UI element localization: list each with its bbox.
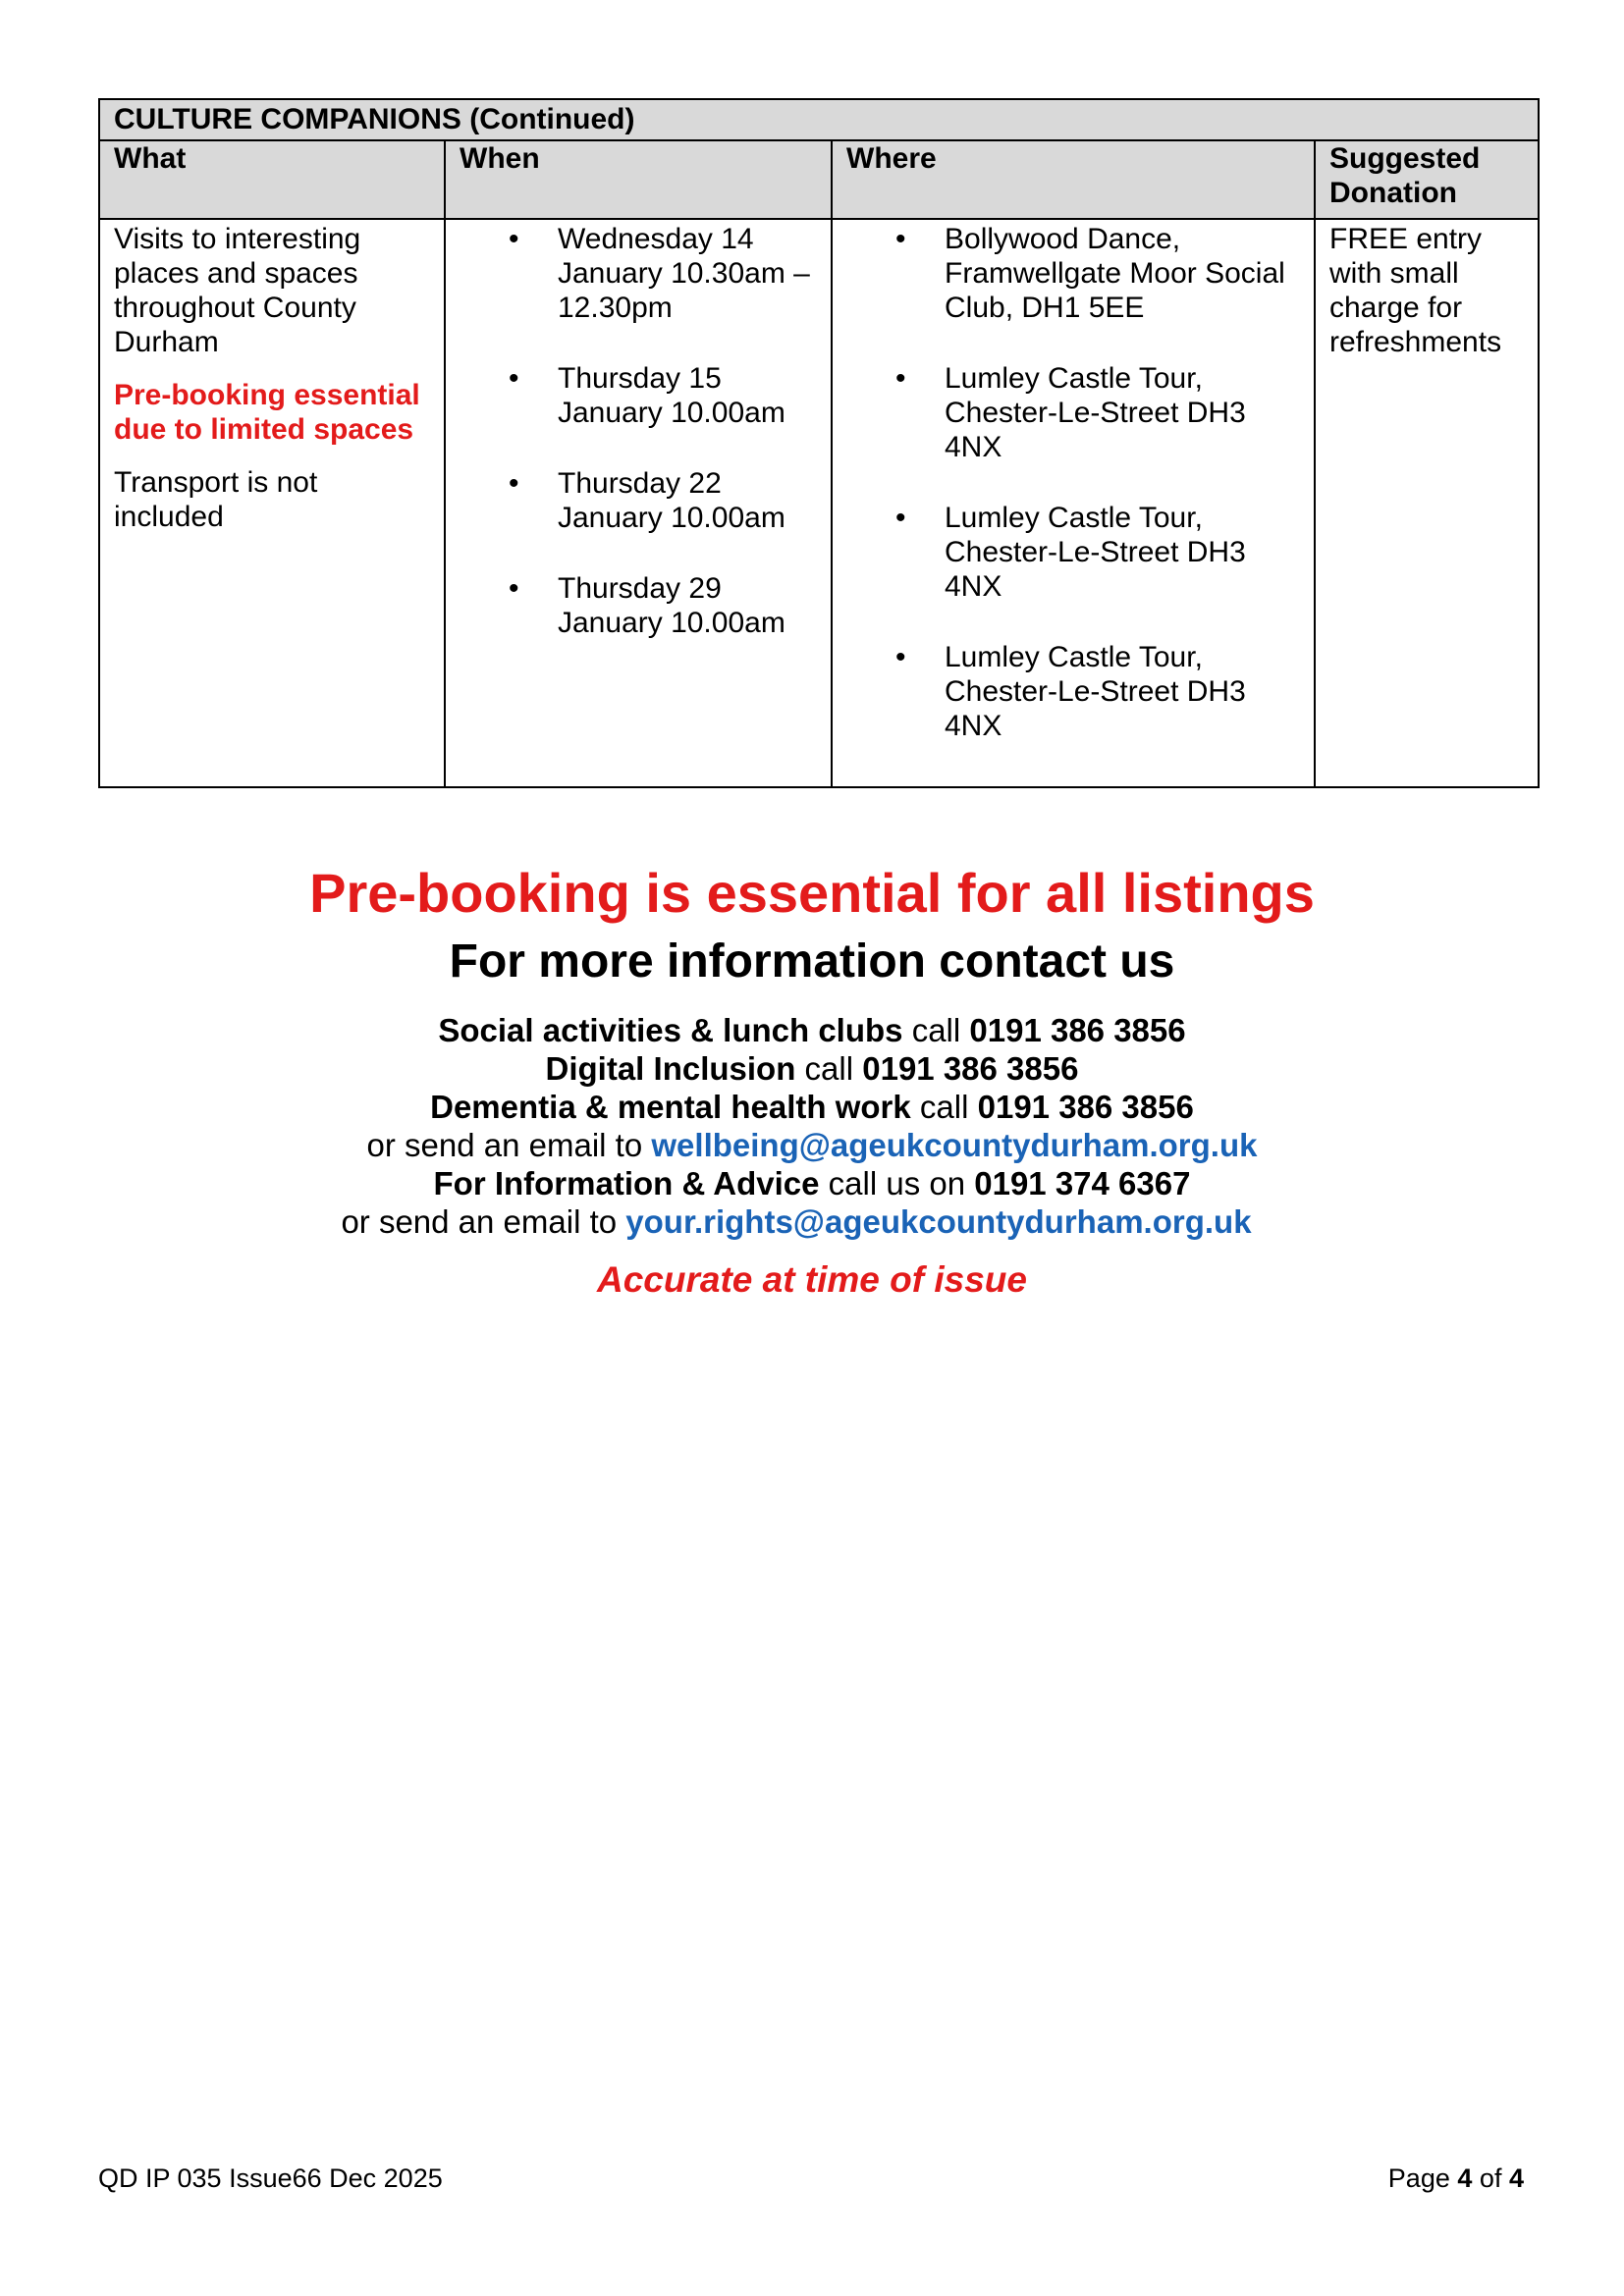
donation-cell bbox=[1315, 219, 1539, 787]
where-item-2: • Lumley Castle Tour, Chester-Le-Street DH3 4NX bbox=[846, 361, 1300, 464]
where-item-3: • Lumley Castle Tour, Chester-Le-Street DH3 4NX bbox=[846, 501, 1300, 604]
accuracy-note: Accurate at time of issue bbox=[597, 1259, 1027, 1300]
advice-phone[interactable]: 0191 374 6367 bbox=[974, 1165, 1191, 1201]
where-item-1: • Bollywood Dance, Framwellgate Moor Social Club, DH1 5EE bbox=[846, 222, 1300, 325]
where-cell bbox=[832, 219, 1315, 787]
social-phone[interactable]: 0191 386 3856 bbox=[969, 1012, 1186, 1048]
social-call: call bbox=[911, 1012, 961, 1048]
culture-companions-table bbox=[98, 98, 1538, 788]
wellbeing-email-link[interactable]: wellbeing@ageukcountydurham.org.uk bbox=[651, 1127, 1258, 1163]
prebooking-warning: Pre-booking essential due to limited spaces bbox=[114, 379, 420, 446]
prebooking-heading: Pre-booking is essential for all listings bbox=[309, 862, 1315, 924]
column-header-where: Where bbox=[832, 140, 1315, 219]
page-total: 4 bbox=[1508, 2163, 1524, 2193]
table-title: CULTURE COMPANIONS (Continued) bbox=[99, 99, 1539, 140]
email1-line bbox=[0, 1126, 1624, 1164]
donation-text: FREE entry with small charge for refreshments bbox=[1329, 223, 1502, 358]
dementia-label: Dementia & mental health work bbox=[430, 1089, 911, 1125]
document-reference: QD IP 035 Issue66 Dec 2025 bbox=[98, 2163, 443, 2193]
email1-prefix: or send an email to bbox=[366, 1127, 643, 1163]
email2-line bbox=[0, 1202, 1608, 1241]
advice-call: call us on bbox=[828, 1165, 966, 1201]
digital-call: call bbox=[804, 1050, 854, 1087]
when-item-3: • Thursday 22 January 10.00am bbox=[460, 466, 817, 535]
digital-line bbox=[0, 1049, 1624, 1088]
when-item-1: • Wednesday 14 January 10.30am – 12.30pm bbox=[460, 222, 817, 325]
contact-details bbox=[0, 1011, 1624, 1241]
social-line bbox=[0, 1011, 1624, 1049]
page-number bbox=[1388, 2163, 1524, 2194]
column-header-when: When bbox=[445, 140, 832, 219]
more-info-heading: For more information contact us bbox=[449, 935, 1175, 988]
dementia-line bbox=[0, 1088, 1624, 1126]
digital-label: Digital Inclusion bbox=[545, 1050, 796, 1087]
transport-note: Transport is not included bbox=[114, 466, 318, 533]
page-of: of bbox=[1479, 2163, 1502, 2193]
advice-line bbox=[0, 1164, 1624, 1202]
what-cell bbox=[99, 219, 445, 787]
when-item-2: • Thursday 15 January 10.00am bbox=[460, 361, 817, 430]
when-item-4: • Thursday 29 January 10.00am bbox=[460, 571, 817, 640]
column-header-donation: Suggested Donation bbox=[1315, 140, 1539, 219]
digital-phone[interactable]: 0191 386 3856 bbox=[862, 1050, 1079, 1087]
advice-label: For Information & Advice bbox=[433, 1165, 820, 1201]
what-description: Visits to interesting places and spaces throughout County Durham bbox=[114, 223, 361, 358]
rights-email-link[interactable]: your.rights@ageukcountydurham.org.uk bbox=[625, 1203, 1252, 1240]
when-cell bbox=[445, 219, 832, 787]
email2-prefix: or send an email to bbox=[341, 1203, 618, 1240]
dementia-call: call bbox=[919, 1089, 969, 1125]
page-prefix: Page bbox=[1387, 2163, 1450, 2193]
dementia-phone[interactable]: 0191 386 3856 bbox=[977, 1089, 1194, 1125]
social-label: Social activities & lunch clubs bbox=[438, 1012, 903, 1048]
page-current: 4 bbox=[1457, 2163, 1473, 2193]
column-header-what: What bbox=[99, 140, 445, 219]
where-item-4: • Lumley Castle Tour, Chester-Le-Street DH3 4NX bbox=[846, 640, 1300, 743]
